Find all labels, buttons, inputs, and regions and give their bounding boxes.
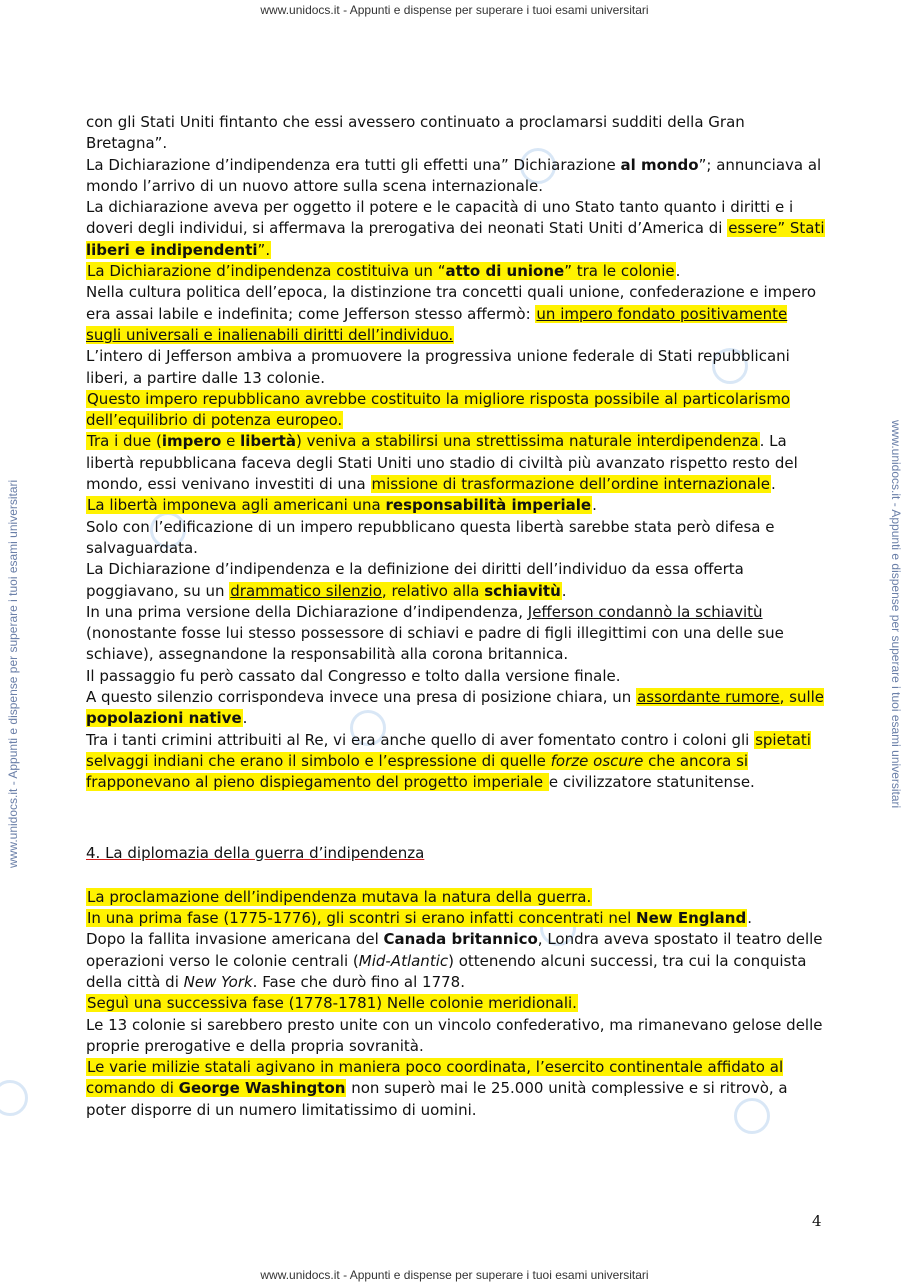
paragraph: La dichiarazione aveva per oggetto il potere e le capacità di uno Stato tanto quanto i diritti e i doveri degli individui, si affermava la prerogativa dei neonati Stati Uniti d’America di essere” Stati liberi e indipendenti”.	[86, 198, 825, 259]
logo-watermark-icon	[0, 1080, 28, 1116]
paragraph: La proclamazione dell’indipendenza mutava la natura della guerra.	[87, 887, 592, 906]
paragraph: L’intero di Jefferson ambiva a promuovere la progressiva unione federale di Stati repubblicani liberi, a partire dalle 13 colonie.	[86, 347, 790, 387]
paragraph: Le varie milizie statali agivano in maniera poco coordinata, l’esercito continentale affidato al comando di George Washington non superò mai le 25.000 unità complessive e si ritrovò, a poter disporre di un numero limitatissimo di uomini.	[86, 1058, 788, 1119]
paragraph: Solo con l’edificazione di un impero repubblicano questa libertà sarebbe stata però difesa e salvaguardata.	[86, 517, 775, 557]
paragraph: con gli Stati Uniti fintanto che essi avessero continuato a proclamarsi sudditi della Gran Bretagna”.	[86, 113, 745, 153]
paragraph: La Dichiarazione d’indipendenza era tutti gli effetti una” Dichiarazione al mondo”; annunciava al mondo l’arrivo di un nuovo attore sulla scena internazionale.	[86, 155, 822, 195]
document-body	[86, 112, 826, 1121]
paragraph: Nella cultura politica dell’epoca, la distinzione tra concetti quali unione, confederazione e impero era assai labile e indefinita; come Jefferson stesso affermò: un impero fondato positivamente sugli universali e inalienabili diritti dell’individuo.	[86, 283, 817, 344]
side-watermark-left: www.unidocs.it - Appunti e dispense per superare i tuoi esami universitari	[6, 479, 20, 868]
paragraph: Il passaggio fu però cassato dal Congresso e tolto dalla versione finale.	[86, 666, 621, 685]
paragraph: Tra i due (impero e libertà) veniva a stabilirsi una strettissima naturale interdipendenza. La libertà repubblicana faceva degli Stati Uniti uno stadio di civiltà più avanzato rispetto resto del mondo, essi venivano investiti di una missione di trasformazione dell’ordine internazionale.	[86, 432, 798, 494]
paragraph: A questo silenzio corrispondeva invece una presa di posizione chiara, un assordante rumore, sulle popolazioni native.	[86, 688, 825, 728]
paragraph: La Dichiarazione d’indipendenza costituiva un “atto di unione” tra le colonie.	[87, 262, 681, 281]
paragraph: La Dichiarazione d’indipendenza e la definizione dei diritti dell’individuo da essa offerta poggiavano, su un drammatico silenzio, relativo alla schiavitù.	[86, 560, 744, 600]
paragraph: Tra i tanti crimini attribuiti al Re, vi era anche quello di aver fomentato contro i coloni gli spietati selvaggi indiani che erano il simbolo e l’espressione di quelle forze oscure che ancora si frapponevano al pieno dispiegamento del progetto imperiale e civilizzatore statunitense.	[86, 730, 811, 792]
paragraph: Seguì una successiva fase (1778-1781) Nelle colonie meridionali.	[87, 994, 577, 1013]
paragraph: La libertà imponeva agli americani una responsabilità imperiale.	[87, 496, 597, 515]
paragraph: In una prima versione della Dichiarazione d’indipendenza, Jefferson condannò la schiavitù (nonostante fosse lui stesso possessore di schiavi e padre di figli illegittimi con una delle sue schiave), assegnandone la responsabilità alla corona britannica.	[86, 602, 784, 664]
paragraph: Dopo la fallita invasione americana del Canada britannico, Londra aveva spostato il teatro delle operazioni verso le colonie centrali (Mid-Atlantic) ottenendo alcuni successi, tra cui la conquista della città di New York. Fase che durò fino al 1778.	[86, 930, 823, 991]
side-watermark-right: www.unidocs.it - Appunti e dispense per superare i tuoi esami universitari	[889, 420, 903, 809]
page-number: 4	[812, 1212, 822, 1230]
page-footer-watermark: www.unidocs.it - Appunti e dispense per superare i tuoi esami universitari	[260, 1268, 649, 1282]
paragraph: In una prima fase (1775-1776), gli scontri si erano infatti concentrati nel New England.	[87, 909, 752, 928]
paragraph: Questo impero repubblicano avrebbe costituito la migliore risposta possibile al particolarismo dell’equilibrio di potenza europeo.	[86, 389, 791, 430]
section-heading: 4. La diplomazia della guerra d’indipendenza	[86, 843, 425, 862]
page-header-watermark: www.unidocs.it - Appunti e dispense per superare i tuoi esami universitari	[260, 3, 649, 17]
paragraph: Le 13 colonie si sarebbero presto unite con un vincolo confederativo, ma rimanevano gelose delle proprie prerogative e della propria sovranità.	[86, 1015, 823, 1055]
